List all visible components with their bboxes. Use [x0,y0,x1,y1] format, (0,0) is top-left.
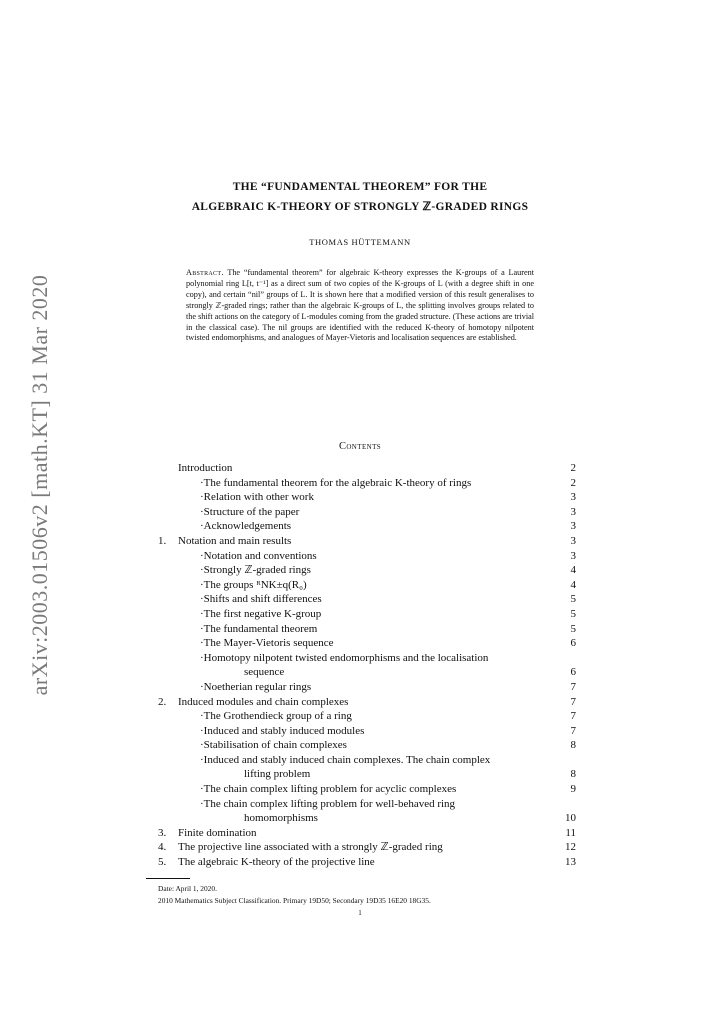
toc-entry-text: Strongly ℤ-graded rings [203,564,311,577]
toc-entry-text: The chain complex lifting problem for acyclic complexes [203,783,457,796]
toc-entry-title [158,592,578,607]
toc-entry[interactable] [158,578,578,593]
toc-entry-page: 4 [570,564,576,577]
toc-entry-text: Noetherian regular rings [203,680,312,693]
toc-entry[interactable] [158,695,578,710]
page-number: 1 [358,909,362,917]
toc-entry-page: 6 [570,666,576,679]
toc-entry-page: 7 [570,710,576,723]
toc-entry-title [158,519,578,534]
toc-entry-page: 2 [570,462,576,474]
toc-entry-text: The fundamental theorem for the algebraic K-theory of rings [203,476,472,489]
arxiv-sidebar [20,270,60,700]
toc-entry-text: Induced and stably induced chain complexes. The chain complex [203,753,491,766]
toc-entry-continuation: homomorphisms [244,812,318,825]
toc-entry[interactable] [158,680,578,695]
toc-entry-title [158,651,578,666]
footnote-rule [146,878,190,879]
toc-entry-page: 3 [570,491,576,504]
toc-entry-title [158,607,578,622]
toc-entry[interactable] [158,563,578,578]
toc-entry-title [158,841,443,853]
toc-entry-page: 9 [570,783,576,796]
toc-entry-title [158,622,578,637]
contents-heading: Contents [338,441,382,452]
toc-entry[interactable] [158,607,578,622]
paper-author: THOMAS HÜTTEMANN [309,237,411,247]
toc-entry-title [158,696,348,708]
toc-entry[interactable] [158,549,578,564]
toc-entry[interactable] [158,534,578,549]
toc-entry-text: Induced and stably induced modules [203,724,365,737]
toc-entry-text: The fundamental theorem [203,622,318,635]
toc-entry-title [158,462,232,474]
toc-entry-title [158,680,578,695]
toc-entry-title [158,709,578,724]
toc-entry-text: The groups ᴿNK±q(R₀) [203,578,307,591]
toc-entry[interactable] [158,738,578,753]
toc-entry-title [158,476,578,491]
toc-entry-page: 7 [570,695,576,708]
toc-entry-title [158,563,578,578]
toc-entry[interactable] [158,592,578,607]
toc-entry-title [158,724,578,739]
abstract-text: The “fundamental theorem” for algebraic K-theory expresses the K-groups of a Laurent polynomial ring L[t, t⁻¹] as a direct sum of two copies of the K-groups of L (with a degree shift in one copy), and certain “nil” groups of L. It is shown here that a modified version of this result generalises to strongly ℤ-graded rings; rather than the algebraic K-groups of L, the splitting involves groups related to the shift actions on the category of L-modules coming from the graded structure. (These actions are trivial in the classical case). The nil groups are identified with the reduced K-theory of homotopy nilpotent twisted endomorphisms, and analogues of Mayer-Vietoris and localisation sequences are established. [186,268,534,343]
toc-entry-page: 5 [570,607,576,620]
toc-entry[interactable] [158,855,578,870]
toc-entry[interactable] [158,636,578,651]
toc-entry-page: 4 [570,578,576,591]
toc-entry-page: 8 [570,739,576,752]
toc-entry-title [158,738,578,753]
toc-entry[interactable] [158,651,578,680]
toc-entry[interactable] [158,461,578,476]
abstract [186,268,534,344]
toc-entry-continuation: sequence [244,666,285,679]
toc-entry-text: Introduction [178,462,233,474]
toc-entry-text: The first negative K-group [203,607,322,620]
toc-entry[interactable] [158,724,578,739]
toc-entry[interactable] [158,709,578,724]
toc-entry-text: Homotopy nilpotent twisted endomorphisms and the localisation [203,651,489,664]
toc-entry-text: Acknowledgements [203,520,292,533]
toc-entry-text: Stabilisation of chain complexes [203,739,347,752]
toc-entry-title [158,782,578,797]
toc-entry-text: The Mayer-Vietoris sequence [203,637,334,650]
toc-entry-text: Notation and main results [178,534,292,547]
toc-entry-number: 4. [158,841,167,854]
footnote-msc: 2010 Mathematics Subject Classification. Primary 19D50; Secondary 19D35 16E20 18G35. [158,896,431,905]
toc-entry-title [158,636,578,651]
toc-entry[interactable] [158,490,578,505]
toc-entry-text: The algebraic K-theory of the projective line [178,856,375,869]
table-of-contents [158,461,578,870]
toc-entry-title [158,753,578,768]
toc-entry-page: 7 [570,680,576,693]
toc-entry-page: 3 [570,534,576,547]
paper-title-line1: THE “FUNDAMENTAL THEOREM” FOR THE [232,181,488,193]
toc-entry-text: Relation with other work [203,491,314,504]
toc-entry-page: 10 [565,812,576,825]
toc-entry[interactable] [158,782,578,797]
toc-entry[interactable] [158,476,578,491]
arxiv-identifier: arXiv:2003.01506v2 [math.KT] 31 Mar 2020 [27,274,52,696]
toc-entry-page: 7 [570,724,576,737]
toc-entry-page: 2 [570,476,576,489]
toc-entry-page: 8 [570,768,576,781]
toc-entry-text: The Grothendieck group of a ring [203,710,352,723]
toc-entry-text: Structure of the paper [203,505,300,518]
toc-entry-title [158,490,578,505]
toc-entry[interactable] [158,797,578,826]
abstract-label: Abstract. [186,268,224,277]
toc-entry-title [158,797,578,812]
toc-entry-title [158,505,578,520]
toc-entry-text: Notation and conventions [203,549,317,562]
toc-entry-page: 12 [565,841,576,854]
toc-entry-page: 13 [565,856,576,869]
toc-entry-text: Shifts and shift differences [203,593,322,606]
toc-entry-continuation: lifting problem [244,768,311,781]
toc-entry-number: 2. [158,695,167,708]
paper-title-line2: ALGEBRAIC K-THEORY OF STRONGLY ℤ-GRADED RINGS [191,201,529,213]
footnote-date: Date: April 1, 2020. [158,884,217,893]
toc-entry-title [158,535,291,547]
toc-entry[interactable] [158,753,578,782]
toc-entry-number: 1. [158,534,167,547]
toc-entry-page: 3 [570,505,576,518]
toc-entry[interactable] [158,840,578,855]
toc-entry-number: 3. [158,826,167,839]
toc-entry[interactable] [158,519,578,534]
toc-entry-page: 5 [570,593,576,606]
toc-entry-page: 11 [565,826,576,839]
toc-entry-title [158,549,578,564]
toc-entry-page: 6 [570,637,576,650]
toc-entry-text: The chain complex lifting problem for well-behaved ring [203,797,456,810]
toc-entry-title [158,856,375,868]
toc-entry-page: 3 [570,520,576,533]
toc-entry-text: Induced modules and chain complexes [178,695,349,708]
toc-entry-page: 3 [570,549,576,562]
toc-entry[interactable] [158,505,578,520]
toc-entry-title [158,578,578,593]
toc-entry-text: Finite domination [178,826,257,839]
toc-entry-number: 5. [158,856,167,869]
toc-entry-title [158,827,257,839]
toc-entry[interactable] [158,622,578,637]
toc-entry-text: The projective line associated with a strongly ℤ-graded ring [178,841,443,854]
toc-entry[interactable] [158,826,578,841]
toc-entry-page: 5 [570,622,576,635]
